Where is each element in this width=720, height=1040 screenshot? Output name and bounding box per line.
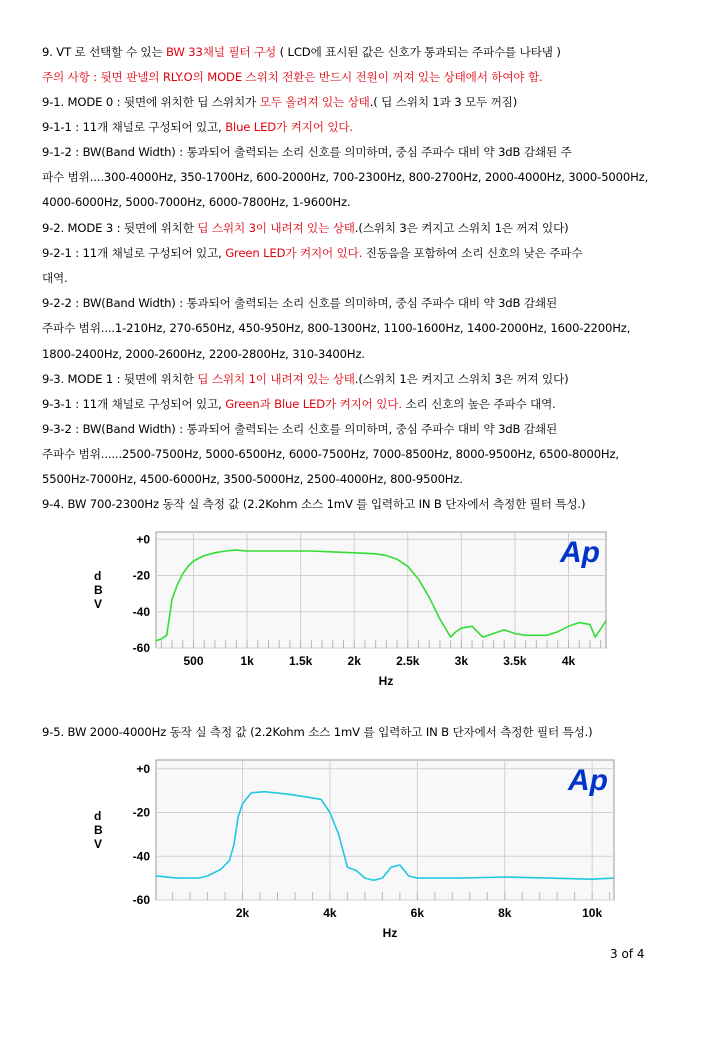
y-tick-label: -40: [132, 604, 150, 619]
body-text: .( 딥 스위치 1과 3 모두 꺼짐): [369, 95, 518, 109]
text-line: [42, 496, 692, 512]
body-text: 주파수 범위......2500-7500Hz, 5000-6500Hz, 6000-7500Hz, 7000-8500Hz, 8000-9500Hz, 6500-8000Hz,: [42, 447, 619, 461]
text-line: [42, 396, 692, 412]
x-tick-label: 1.5k: [288, 654, 313, 668]
body-text: 파수 범위....300-4000Hz, 350-1700Hz, 600-2000Hz, 700-2300Hz, 800-2700Hz, 2000-4000Hz, 3000-5000Hz,: [42, 170, 649, 184]
x-axis-label: Hz: [378, 674, 394, 688]
body-text: 9-1. MODE 0 : 뒷면에 위치한 딥 스위치가: [42, 95, 260, 109]
y-tick-label: -60: [132, 641, 150, 655]
x-tick-label: 4k: [561, 654, 576, 668]
text-line: [42, 471, 692, 487]
text-line: [42, 245, 692, 261]
x-tick-label: 3k: [454, 654, 469, 668]
body-text: 5500Hz-7000Hz, 4500-6000Hz, 3500-5000Hz, 2500-4000Hz, 800-9500Hz.: [42, 472, 463, 486]
body-text: ( LCD에 표시된 값은 신호가 통과되는 주파수를 나타냄 ): [276, 45, 561, 59]
y-axis-label: d B V: [94, 809, 103, 851]
body-text: 9-3. MODE 1 : 뒷면에 위치한: [42, 372, 198, 386]
body-text: 9-4. BW 700-2300Hz 동작 실 측정 값 (2.2Kohm 소스 1mV 를 입력하고 IN B 단자에서 측정한 필터 특성.): [42, 497, 586, 511]
highlight-text: Green과 Blue LED가 켜지어 있다.: [225, 397, 402, 411]
y-tick-label: -40: [132, 849, 150, 864]
ap-logo: Ap: [560, 536, 600, 569]
text-line: [42, 94, 692, 110]
body-text: 대역.: [42, 271, 68, 285]
body-text: 9-2. MODE 3 : 뒷면에 위치한: [42, 221, 198, 235]
chart-svg: [90, 756, 630, 940]
text-line: [42, 220, 692, 236]
text-line: [42, 446, 692, 462]
x-tick-label: 1k: [240, 654, 254, 668]
x-tick-label: 500: [183, 654, 204, 668]
highlight-text: 모두 올려져 있는 상태: [259, 95, 370, 109]
text-line: [42, 44, 692, 60]
y-tick-label: -60: [132, 893, 150, 907]
x-tick-label: 8k: [498, 906, 512, 920]
x-tick-label: 10k: [582, 906, 603, 920]
text-line: [42, 144, 692, 160]
body-text: 9-1-2 : BW(Band Width) : 통과되어 출력되는 소리 신호를 의미하며, 중심 주파수 대비 약 3dB 감쇄된 주: [42, 145, 572, 159]
body-text: 9-2-2 : BW(Band Width) : 통과되어 출력되는 소리 신호를 의미하며, 중심 주파수 대비 약 3dB 감쇄된: [42, 296, 558, 310]
text-line: [42, 320, 692, 336]
plot-area: [156, 532, 606, 648]
body-text: 진동음을 포함하여 소리 신호의 낮은 주파수: [362, 246, 583, 260]
x-tick-label: 2k: [347, 654, 361, 668]
plot-area: [156, 760, 614, 900]
body-text: 9-2-1 : 11개 채널로 구성되어 있고,: [42, 246, 226, 260]
body-text: .(스위치 3은 켜지고 스위치 1은 꺼져 있다): [354, 221, 569, 235]
text-line: [42, 371, 692, 387]
body-text: 주파수 범위....1-210Hz, 270-650Hz, 450-950Hz, 800-1300Hz, 1100-1600Hz, 1400-2000Hz, 1600-2200Hz,: [42, 321, 631, 335]
text-line: [42, 69, 692, 85]
body-text: 9-1-1 : 11개 채널로 구성되어 있고,: [42, 120, 226, 134]
text-line: [42, 346, 692, 362]
y-tick-label: +0: [136, 761, 150, 776]
highlight-text: 딥 스위치 1이 내려져 있는 상태: [197, 372, 355, 386]
text-line: [42, 270, 692, 286]
highlight-text: 주의 사항 : 뒷면 판넬의 RLY.O의 MODE 스위치 전환은 반드시 전원이 꺼져 있는 상태에서 하여야 함.: [42, 70, 543, 84]
highlight-text: Blue LED가 켜지어 있다.: [225, 120, 353, 134]
x-tick-label: 4k: [323, 906, 337, 920]
y-tick-label: -20: [132, 568, 150, 583]
x-tick-label: 2k: [235, 906, 250, 920]
text-line: [42, 421, 692, 437]
body-text: 1800-2400Hz, 2000-2600Hz, 2200-2800Hz, 310-3400Hz.: [42, 347, 365, 361]
highlight-text: BW 33채널 필터 구성: [166, 45, 277, 59]
body-text: 소리 신호의 높은 주파수 대역.: [401, 397, 556, 411]
text-line: [42, 194, 692, 210]
page-number: 3 of 4: [610, 947, 645, 961]
highlight-text: 딥 스위치 3이 내려져 있는 상태: [197, 221, 355, 235]
ap-logo: Ap: [568, 764, 608, 797]
text-line: [42, 169, 692, 185]
body-text: .(스위치 1은 켜지고 스위치 3은 꺼져 있다): [354, 372, 569, 386]
body-text: 9-5. BW 2000-4000Hz 동작 실 측정 값 (2.2Kohm 소스 1mV 를 입력하고 IN B 단자에서 측정한 필터 특성.): [42, 725, 593, 739]
filter-response-chart: [90, 756, 630, 940]
body-text: 9-3-1 : 11개 채널로 구성되어 있고,: [42, 397, 226, 411]
y-tick-label: -20: [132, 805, 150, 820]
y-axis-label: d B V: [94, 569, 103, 611]
text-line: [42, 295, 692, 311]
x-axis-label: Hz: [382, 926, 398, 940]
body-text: 9-3-2 : BW(Band Width) : 통과되어 출력되는 소리 신호를 의미하며, 중심 주파수 대비 약 3dB 감쇄된: [42, 422, 558, 436]
x-tick-label: 6k: [410, 906, 425, 920]
text-line: [42, 119, 692, 135]
y-tick-label: +0: [136, 532, 150, 547]
filter-response-chart: [90, 528, 630, 688]
x-tick-label: 2.5k: [396, 654, 420, 668]
chart-svg: [90, 528, 630, 688]
highlight-text: Green LED가 켜지어 있다.: [225, 246, 363, 260]
text-line: [42, 724, 692, 740]
x-tick-label: 3.5k: [503, 654, 527, 668]
body-text: 4000-6000Hz, 5000-7000Hz, 6000-7800Hz, 1-9600Hz.: [42, 195, 351, 209]
body-text: 9. VT 로 선택할 수 있는: [42, 45, 167, 59]
